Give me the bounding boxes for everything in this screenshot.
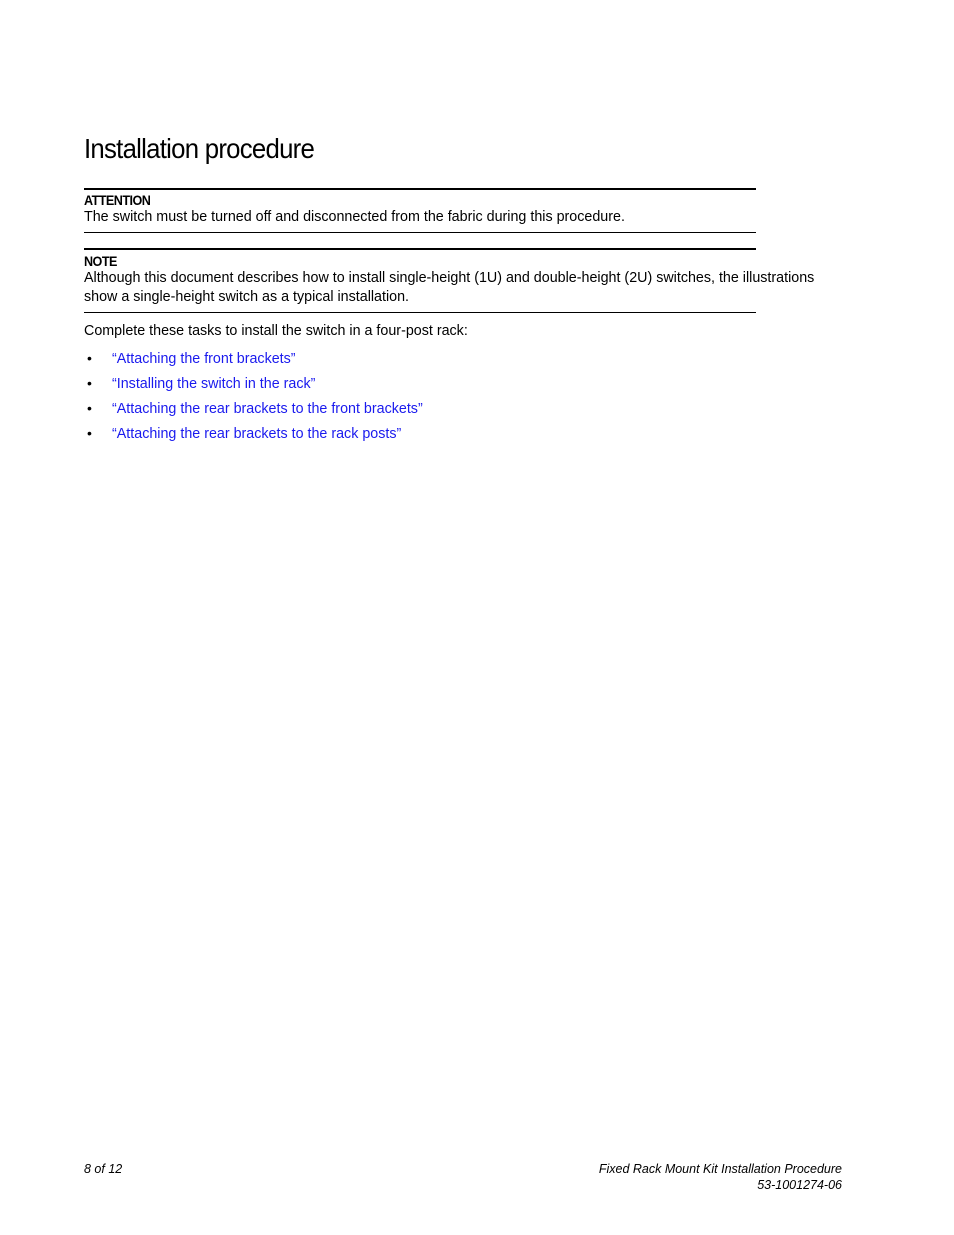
note-heading: NOTE <box>84 253 117 269</box>
note-bottom-rule <box>84 312 756 313</box>
footer-doc-number: 53-1001274-06 <box>757 1178 842 1192</box>
note-top-rule <box>84 248 756 250</box>
bullet-icon: • <box>87 400 92 416</box>
attention-top-rule <box>84 188 756 190</box>
footer-page-number: 8 of 12 <box>84 1162 123 1176</box>
bullet-icon: • <box>87 425 92 441</box>
footer-doc-title: Fixed Rack Mount Kit Installation Procedure <box>598 1162 842 1176</box>
attention-heading: ATTENTION <box>84 192 151 208</box>
footer-document-info <box>599 1161 842 1193</box>
attention-text: The switch must be turned off and disconnected from the fabric during this procedure. <box>84 209 625 225</box>
link-installing-switch-in-rack[interactable]: “Installing the switch in the rack” <box>112 376 316 392</box>
link-attaching-front-brackets[interactable]: “Attaching the front brackets” <box>112 351 296 367</box>
intro-text: Complete these tasks to install the switch in a four-post rack: <box>84 323 468 339</box>
bullet-icon: • <box>87 375 92 391</box>
link-attaching-rear-brackets-to-rack-posts[interactable]: “Attaching the rear brackets to the rack posts” <box>112 426 402 442</box>
note-text-line-1: Although this document describes how to install single-height (1U) and double-height (2U) switches, the illustrations <box>84 270 815 286</box>
bullet-icon: • <box>87 350 92 366</box>
attention-bottom-rule <box>84 232 756 233</box>
link-attaching-rear-brackets-to-front-brackets[interactable]: “Attaching the rear brackets to the front brackets” <box>112 401 423 417</box>
note-text-line-2: show a single-height switch as a typical installation. <box>84 289 410 305</box>
page-title: Installation procedure <box>84 133 315 164</box>
